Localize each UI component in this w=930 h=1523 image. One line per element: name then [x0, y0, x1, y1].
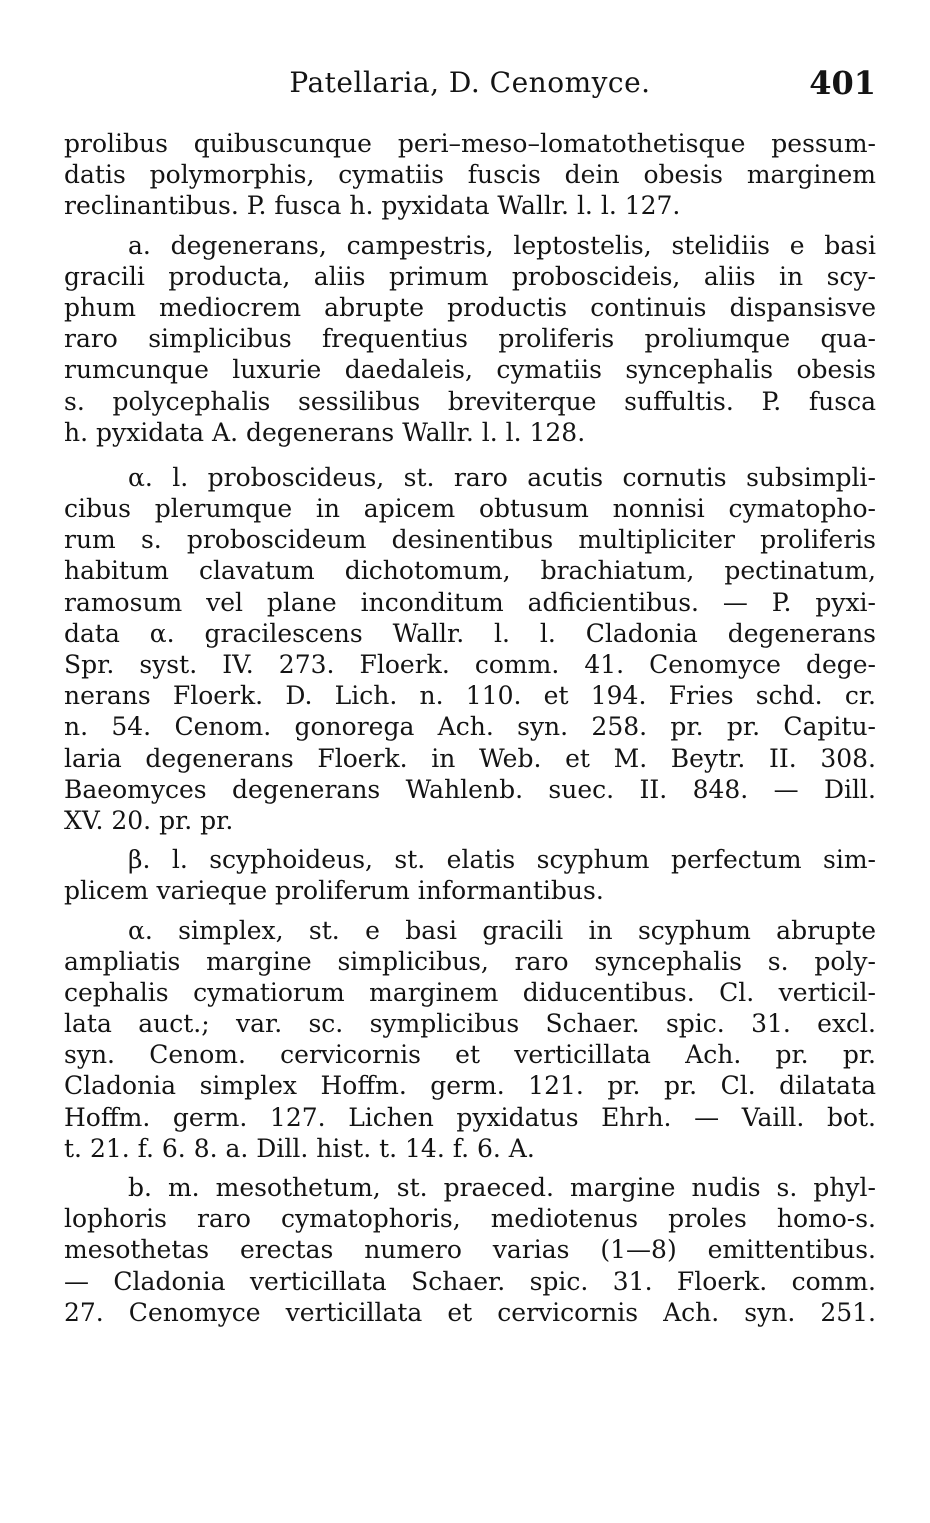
- text-line: β. l. scyphoideus, st. elatis scyphum perfectum sim-: [128, 845, 876, 875]
- text-line: 27. Cenomyce verticillata et cervicornis Ach. syn. 251.: [64, 1297, 876, 1327]
- text-line: ampliatis margine simplicibus, raro syncephalis s. poly-: [64, 946, 876, 976]
- text-line: a. degenerans, campestris, leptostelis, stelidiis e basi: [128, 230, 876, 260]
- text-line: α. l. proboscideus, st. raro acutis cornutis subsimpli-: [128, 462, 876, 492]
- text-line: s. polycephalis sessilibus breviterque suffultis. P. fusca: [64, 386, 876, 416]
- page-number: 401: [809, 64, 876, 102]
- text-line: raro simplicibus frequentius proliferis proliumque qua-: [64, 324, 876, 354]
- text-line: cibus plerumque in apicem obtusum nonnisi cymatopho-: [64, 494, 876, 524]
- text-line: Cladonia simplex Hoffm. germ. 121. pr. pr. Cl. dilatata: [64, 1071, 876, 1101]
- text-line: rum s. proboscideum desinentibus multipliciter proliferis: [64, 525, 876, 555]
- text-line: Hoffm. germ. 127. Lichen pyxidatus Ehrh. — Vaill. bot.: [64, 1102, 876, 1132]
- text-line: nerans Floerk. D. Lich. n. 110. et 194. Fries schd. cr.: [64, 681, 876, 711]
- text-line: — Cladonia verticillata Schaer. spic. 31. Floerk. comm.: [64, 1266, 876, 1296]
- text-line: mesothetas erectas numero varias (1—8) emittentibus.: [64, 1235, 876, 1265]
- text-line: α. simplex, st. e basi gracili in scyphum abrupte: [128, 915, 876, 945]
- text-line: ramosum vel plane inconditum adficientibus. — P. pyxi-: [64, 587, 876, 617]
- text-line: laria degenerans Floerk. in Web. et M. Beytr. II. 308.: [64, 743, 876, 773]
- text-line: reclinantibus. P. fusca h. pyxidata Wallr. l. l. 127.: [64, 191, 681, 221]
- text-line: XV. 20. pr. pr.: [64, 805, 234, 835]
- text-line: gracili producta, aliis primum proboscideis, aliis in scy-: [64, 261, 876, 291]
- text-line: syn. Cenom. cervicornis et verticillata Ach. pr. pr.: [64, 1040, 876, 1070]
- text-line: b. m. mesothetum, st. praeced. margine nudis s. phyl-: [128, 1173, 876, 1202]
- text-line: cephalis cymatiorum marginem diducentibus. Cl. verticil-: [64, 977, 876, 1007]
- text-line: n. 54. Cenom. gonorega Ach. syn. 258. pr. pr. Capitu-: [64, 712, 876, 742]
- text-line: plicem varieque proliferum informantibus.: [64, 876, 604, 906]
- text-line: prolibus quibuscunque peri–meso–lomatothetisque pessum-: [64, 129, 876, 158]
- running-head: Patellaria, D. Cenomyce.: [289, 66, 651, 99]
- text-line: data α. gracilescens Wallr. l. l. Cladonia degenerans: [64, 618, 876, 648]
- text-line: h. pyxidata A. degenerans Wallr. l. l. 128.: [64, 417, 586, 447]
- text-line: lata auct.; var. sc. symplicibus Schaer. spic. 31. excl.: [64, 1009, 876, 1039]
- text-line: Spr. syst. IV. 273. Floerk. comm. 41. Cenomyce dege-: [64, 650, 876, 679]
- text-line: Baeomyces degenerans Wahlenb. suec. II. 848. — Dill.: [64, 774, 876, 804]
- body-text: [64, 128, 876, 1328]
- page-header: [64, 60, 876, 110]
- text-line: t. 21. f. 6. 8. a. Dill. hist. t. 14. f. 6. A.: [64, 1133, 535, 1163]
- text-line: habitum clavatum dichotomum, brachiatum, pectinatum,: [64, 556, 876, 586]
- text-line: lophoris raro cymatophoris, mediotenus proles homo-s.: [64, 1204, 876, 1234]
- text-line: rumcunque luxurie daedaleis, cymatiis syncephalis obesis: [64, 355, 876, 385]
- text-line: datis polymorphis, cymatiis fuscis dein obesis marginem: [64, 160, 876, 190]
- text-line: phum mediocrem abrupte productis continuis dispansisve: [64, 292, 876, 322]
